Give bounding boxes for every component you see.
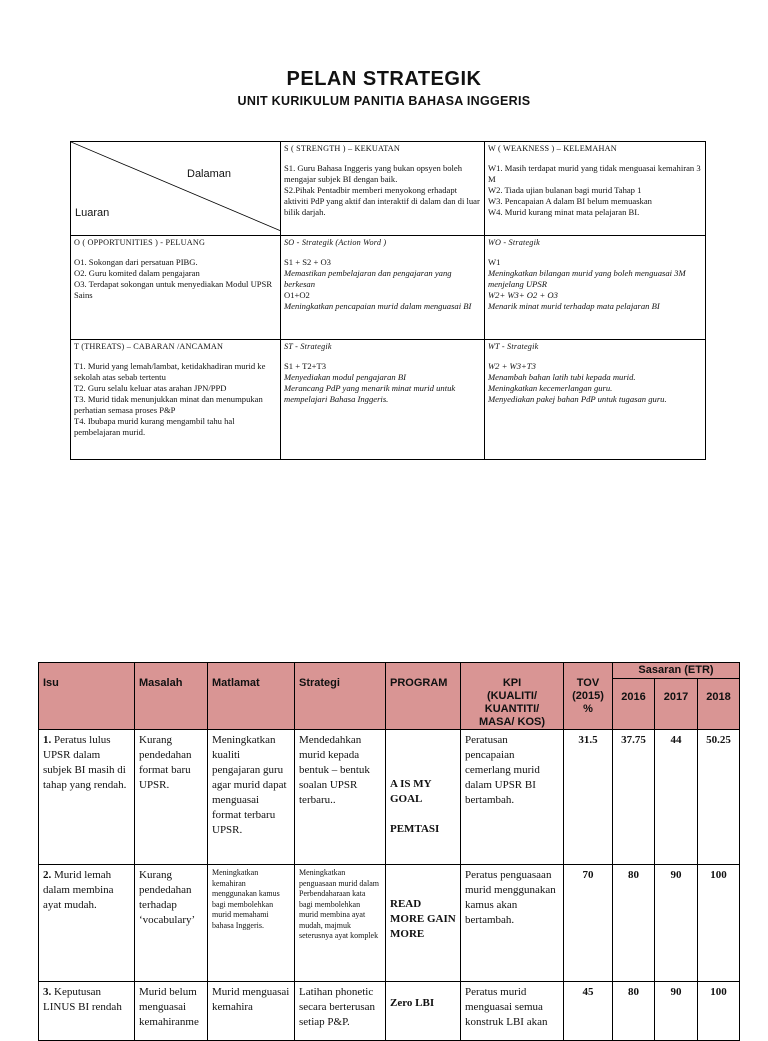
table-row-3-strategi: Latihan phonetic secara berterusan setiap P&P. (294, 981, 386, 1041)
table-row-2-isu (38, 864, 135, 982)
wo-line: Meningkatkan bilangan murid yang boleh menguasai 3M menjelang UPSR (488, 268, 686, 289)
opportunity-item: O2. Guru komited dalam pengajaran (74, 268, 200, 278)
table-row-3-masalah: Murid belum menguasai kemahiranme (134, 981, 208, 1041)
table-row-2-2018: 100 (697, 864, 740, 982)
threat-item: T3. Murid tidak menunjukkan minat dan menumpukan perhatian semasa proses P&P (74, 394, 263, 415)
weakness-item: W4. Murid kurang minat mata pelajaran BI. (488, 207, 640, 217)
table-row-2-kpi: Peratus penguasaan murid menggunakan kamus akan bertambah. (460, 864, 564, 982)
table-row-3-tov: 45 (563, 981, 613, 1041)
weakness-item: W3. Pencapaian A dalam BI belum memuaskan (488, 196, 652, 206)
isu-text: Keputusan LINUS BI rendah (43, 986, 122, 1013)
opportunities-cell (71, 236, 281, 340)
table-row-1-kpi: Peratusan pencapaian cemerlang murid dalam UPSR BI bertambah. (460, 729, 564, 865)
luaran-label: Luaran (75, 207, 110, 219)
table-row-2-strategi: Meningkatkan penguasaan murid dalam Perbendaharaan kata bagi membolehkan murid membina ayat mudah, majmuk seterusnya ayat komplek (294, 864, 386, 982)
strength-item: S2.Pihak Pentadbir memberi menyokong erhadapt aktiviti PdP yang aktif dan interaktif di dalam dan di luar bilik darjah. (284, 185, 480, 217)
header-year-2018: 2018 (697, 678, 740, 730)
program-name: PEMTASI (390, 823, 440, 835)
opportunities-heading: O ( OPPORTUNITIES ) - PELUANG (74, 238, 206, 247)
table-row-3-program (385, 981, 461, 1041)
st-line: Menyediakan modul pengajaran BI (284, 372, 406, 382)
program-name: A IS MY GOAL (390, 778, 432, 805)
diagonal-line (71, 142, 281, 236)
st-line: S1 + T2+T3 (284, 361, 327, 371)
wo-heading: WO - Strategik (488, 238, 540, 247)
table-row-2-2016: 80 (612, 864, 655, 982)
wt-line: Menambah bahan latih tubi kepada murid. (488, 372, 636, 382)
threat-item: T4. Ibubapa murid kurang mengambil tahu hal pembelajaran murid. (74, 416, 235, 437)
header-masalah: Masalah (134, 662, 208, 730)
threat-item: T2. Guru selalu keluar atas arahan JPN/PPD (74, 383, 227, 393)
weakness-item: W2. Tiada ujian bulanan bagi murid Tahap 1 (488, 185, 642, 195)
swot-table (70, 141, 706, 460)
weakness-heading: W ( WEAKNESS ) – KELEMAHAN (488, 144, 617, 153)
wo-line: W2+ W3+ O2 + O3 (488, 290, 558, 300)
page-title: PELAN STRATEGIK (286, 68, 482, 90)
table-row-3-matlamat: Murid menguasai kemahira (207, 981, 295, 1041)
strength-item: S1. Guru Bahasa Inggeris yang bukan opsyen boleh mengajar subjek BI dengan baik. (284, 163, 463, 184)
strength-cell (281, 142, 485, 236)
table-row-2-masalah: Kurang pendedahan terhadap ‘vocabulary’ (134, 864, 208, 982)
so-line: S1 + S2 + O3 (284, 257, 331, 267)
table-row-3-2017: 90 (654, 981, 698, 1041)
table-row-1-strategi: Mendedahkan murid kepada bentuk – bentuk soalan UPSR terbaru.. (294, 729, 386, 865)
header-kpi: KPI (KUALITI/ KUANTITI/ MASA/ KOS) (460, 662, 564, 730)
header-program: PROGRAM (385, 662, 461, 730)
weakness-item: W1. Masih terdapat murid yang tidak menguasai kemahiran 3 M (488, 163, 701, 184)
table-row-3-2016: 80 (612, 981, 655, 1041)
row-number: 2. (43, 869, 52, 881)
table-row-1-2016: 37.75 (612, 729, 655, 865)
program-name: READ MORE GAIN MORE (390, 898, 456, 940)
program-name: Zero LBI (390, 997, 435, 1009)
wt-line: Meningkatkan kecemerlangan guru. (488, 383, 613, 393)
header-sasaran: Sasaran (ETR) (612, 662, 740, 679)
so-line: Memastikan pembelajaran dan pengajaran yang berkesan (284, 268, 452, 289)
st-strategy-cell (281, 340, 485, 459)
threats-heading: T (THREATS) – CABARAN /ANCAMAN (74, 342, 224, 351)
table-row-1-matlamat: Meningkatkan kualiti pengajaran guru agar murid dapat menguasai format terbaru UPSR. (207, 729, 295, 865)
wo-line: Menarik minat murid terhadap mata pelajaran BI (488, 301, 660, 311)
header-isu: Isu (38, 662, 135, 730)
threats-cell (71, 340, 281, 459)
page-subtitle: UNIT KURIKULUM PANITIA BAHASA INGGERIS (237, 94, 531, 108)
table-row-2-matlamat: Meningkatkan kemahiran menggunakan kamus bagi membolehkan murid memahami bahasa Inggeris. (207, 864, 295, 982)
so-line: Meningkatkan pencapaian murid dalam menguasai BI (284, 301, 472, 311)
st-heading: ST - Strategik (284, 342, 332, 351)
table-row-2-tov: 70 (563, 864, 613, 982)
wt-line: Menyediakan pakej bahan PdP untuk tugasan guru. (488, 394, 667, 404)
table-row-1-program (385, 729, 461, 865)
table-row-3-kpi: Peratus murid menguasai semua konstruk LBI akan (460, 981, 564, 1041)
wt-line: W2 + W3+T3 (488, 361, 536, 371)
table-row-2-2017: 90 (654, 864, 698, 982)
row-number: 3. (43, 986, 52, 998)
st-line: Merancang PdP yang menarik minat murid untuk mempelajari Bahasa Inggeris. (284, 383, 456, 404)
isu-text: Murid lemah dalam membina ayat mudah. (43, 869, 114, 911)
so-heading: SO - Strategik (Action Word ) (284, 238, 387, 247)
header-tov: TOV (2015) % (563, 662, 613, 730)
threat-item: T1. Murid yang lemah/lambat, ketidakhadiran murid ke sekolah atas sebab tertentu (74, 361, 266, 382)
header-strategi: Strategi (294, 662, 386, 730)
isu-text: Peratus lulus UPSR dalam subjek BI masih di tahap yang rendah. (43, 734, 127, 791)
strength-heading: S ( STRENGTH ) – KEKUATAN (284, 144, 401, 153)
table-row-1-tov: 31.5 (563, 729, 613, 865)
header-matlamat: Matlamat (207, 662, 295, 730)
wt-heading: WT - Strategik (488, 342, 539, 351)
wo-line: W1 (488, 257, 501, 267)
opportunity-item: O3. Terdapat sokongan untuk menyediakan Modul UPSR Sains (74, 279, 273, 300)
header-year-2017: 2017 (654, 678, 698, 730)
table-row-3-2018: 100 (697, 981, 740, 1041)
so-line: O1+O2 (284, 290, 310, 300)
opportunity-item: O1. Sokongan dari persatuan PIBG. (74, 257, 198, 267)
so-strategy-cell (281, 236, 485, 340)
dalaman-label: Dalaman (187, 168, 232, 180)
swot-corner-cell (71, 142, 281, 236)
wt-strategy-cell (485, 340, 705, 459)
wo-strategy-cell (485, 236, 705, 340)
table-row-2-program (385, 864, 461, 982)
weakness-cell (485, 142, 705, 236)
table-row-1-masalah: Kurang pendedahan format baru UPSR. (134, 729, 208, 865)
table-row-1-isu (38, 729, 135, 865)
row-number: 1. (43, 734, 52, 746)
header-year-2016: 2016 (612, 678, 655, 730)
table-row-1-2018: 50.25 (697, 729, 740, 865)
table-row-3-isu (38, 981, 135, 1041)
table-row-1-2017: 44 (654, 729, 698, 865)
